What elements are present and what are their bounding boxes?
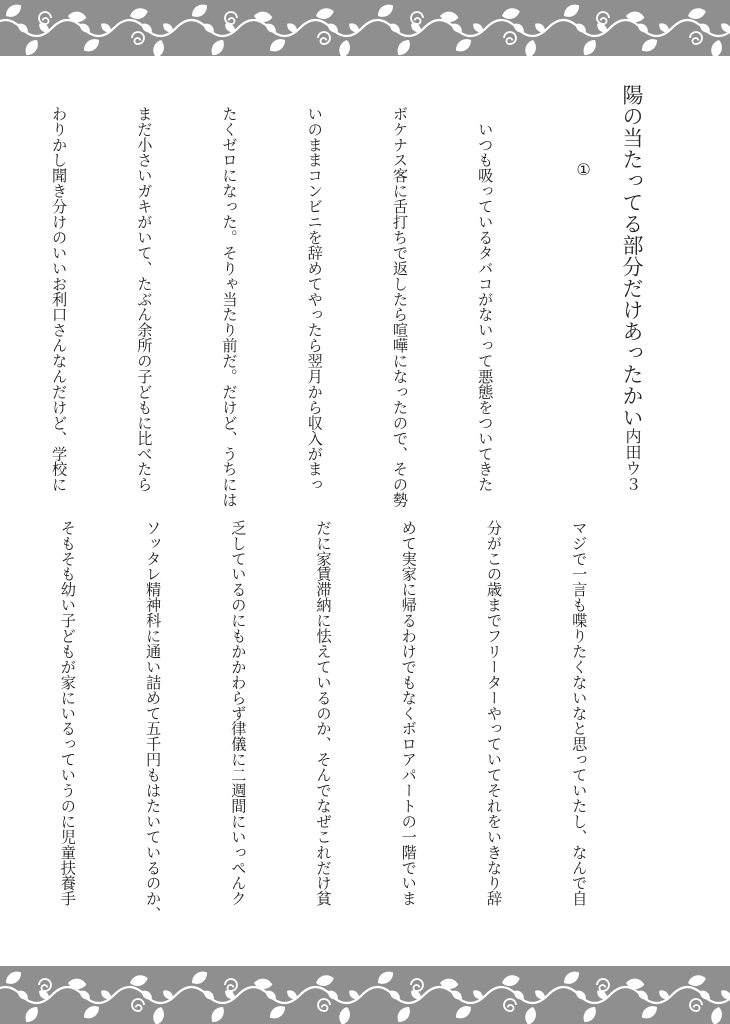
leaf-icon [709,39,724,56]
tendril-curl [39,979,51,991]
leaf-icon [189,968,210,987]
leaf-icon [501,973,521,988]
leaf-icon [151,1006,166,1024]
leaf-icon [533,988,547,1002]
text-line: わりかし聞き分けのいいお利口さんなんだけど、学校に [50,106,69,493]
text-line: ボケナス客に舌打ちで返したら喧嘩になったので、その勢 [390,106,409,508]
leaf-icon [208,37,227,56]
leaf-icon [657,988,671,1002]
vine-ornament-bottom [0,966,730,1024]
chapter-marker: ① [574,160,593,179]
leaf-icon [208,1004,227,1024]
text-line: まだ小さいガキがいて、たぶん余所の子どもに比べたら [135,106,154,493]
tendril-curl [597,979,609,991]
body-text-upper [50,106,556,508]
body-text-lower [58,520,650,950]
leaf-icon [81,1003,102,1022]
tendril-curl [597,12,609,24]
leaf-icon [375,1,396,20]
leaf-icon [580,37,599,56]
leaf-icon [394,1004,413,1024]
leaf-icon [337,39,352,56]
leaf-icon [561,968,582,987]
leaf-icon [453,36,474,55]
leaf-icon [657,21,671,35]
leaf-icon [285,21,299,35]
leaf-icon [471,988,485,1002]
tendril-curl [504,32,516,44]
leaf-icon [151,39,166,56]
text-line: 乏しているのにもかかわらず律儀に二週間にいっぺんク [229,520,248,907]
leaf-icon [561,1,582,20]
leaf-icon [99,21,113,35]
leaf-icon [129,973,149,988]
leaf-icon [709,1006,724,1024]
leaf-icon [3,1,24,20]
tendril-curl [225,12,237,24]
text-line: ソッタレ精神科に通い詰めて五千円もはたいているのか、 [144,520,163,922]
tendril-curl [690,999,702,1011]
text-line: だに家賃滞納に怯えているのか、そんでなぜこれだけ貧 [314,520,333,907]
leaf-icon [81,36,102,55]
leaf-icon [99,988,113,1002]
text-line: マジで一言も喋りたくないなと思っていたし、なんで自 [570,520,589,907]
tendril-curl [318,999,330,1011]
tendril-curl [132,32,144,44]
leaf-icon [267,1003,288,1022]
leaf-icon [315,6,335,21]
text-line: めて実家に帰るわけでもなくボロアパートの一階でいま [399,520,418,907]
leaf-icon [471,21,485,35]
leaf-icon [394,37,413,56]
leaf-icon [501,6,521,21]
leaf-icon [687,6,707,21]
leaf-icon [22,1004,41,1024]
leaf-icon [453,1003,474,1022]
leaf-icon [523,39,538,56]
leaf-icon [189,1,210,20]
tendril-curl [318,32,330,44]
text-line: いつも吸っているタバコがないって悪態をついてきた [476,106,495,493]
leaf-icon [375,968,396,987]
author-name: 内田ウ３ [623,428,642,492]
tendril-curl [225,979,237,991]
leaf-icon [22,37,41,56]
text-line: 分がこの歳までフリーターやっていてそれをいきなり辞 [484,520,503,907]
leaf-icon [533,21,547,35]
bottom-ornamental-border [0,966,730,1024]
leaf-icon [639,1003,660,1022]
leaf-icon [347,988,361,1002]
tendril-curl [690,32,702,44]
leaf-icon [285,988,299,1002]
text-line: たくゼロになった。そりゃ当たり前だ。だけど、うちには [220,106,239,508]
leaf-icon [347,21,361,35]
leaf-icon [161,21,175,35]
leaf-icon [337,1006,352,1024]
tendril-curl [411,979,423,991]
leaf-icon [687,973,707,988]
text-line: そもそも幼い子どもが家にいるっていうのに児童扶養手 [58,520,77,907]
story-title: 陽の当たってる部分だけあったかい [620,84,644,428]
text-line: いのままコンビニを辞めてやったら翌月から収入がまっ [305,106,324,493]
top-ornamental-border [0,0,730,56]
vine-ornament-top [0,0,730,56]
tendril-curl [504,999,516,1011]
leaf-icon [639,36,660,55]
leaf-icon [315,973,335,988]
tendril-curl [411,12,423,24]
leaf-icon [161,988,175,1002]
leaf-icon [523,1006,538,1024]
tendril-curl [132,999,144,1011]
leaf-icon [129,6,149,21]
leaf-icon [580,1004,599,1024]
leaf-icon [267,36,288,55]
leaf-icon [3,968,24,987]
tendril-curl [39,12,51,24]
